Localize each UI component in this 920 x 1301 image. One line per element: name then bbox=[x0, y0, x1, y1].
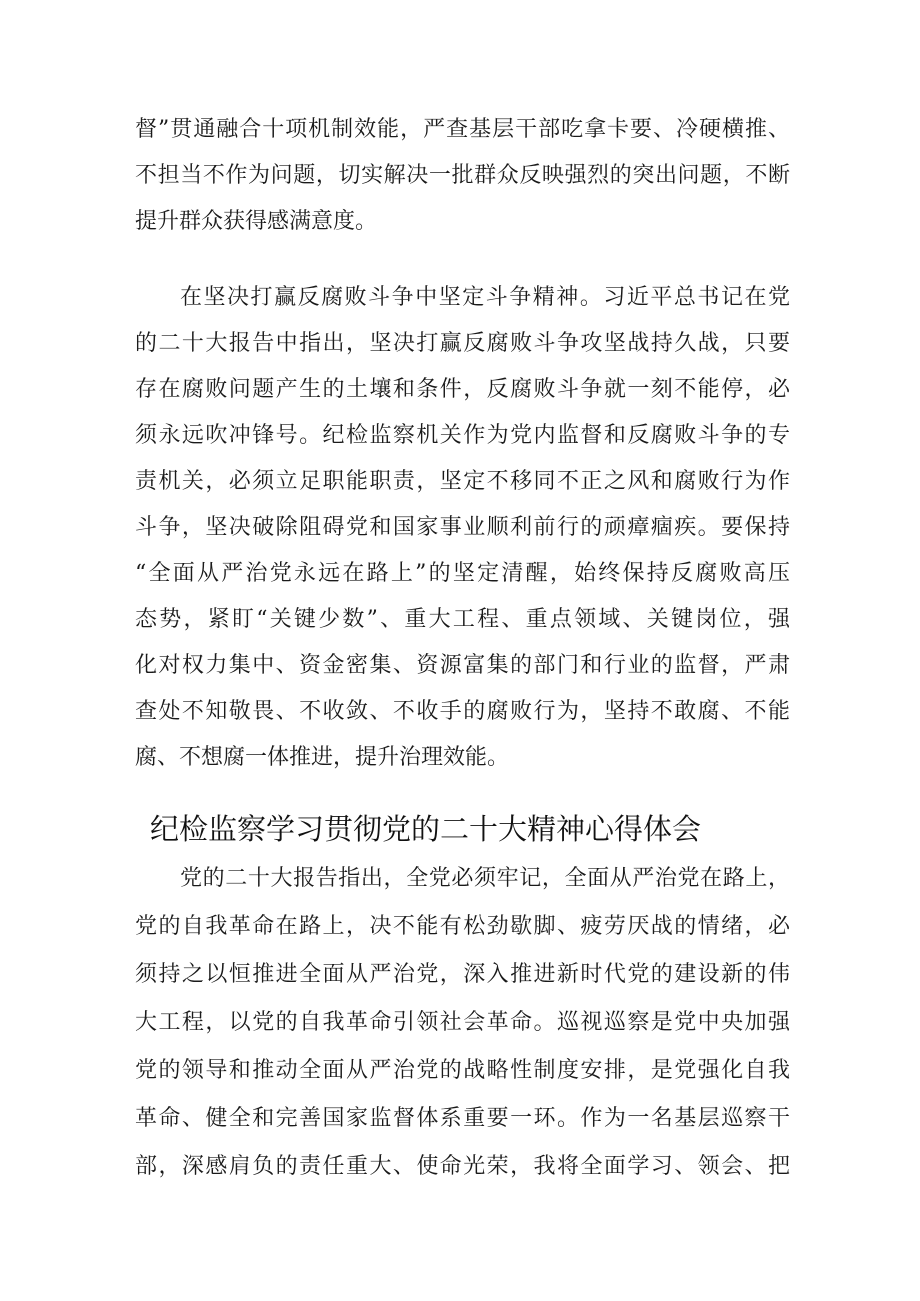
text-line: 大工程，以党的自我革命引领社会革命。巡视巡察是党中央加强 bbox=[135, 1010, 790, 1035]
section-heading: 纪检监察学习贯彻党的二十大精神心得体会 bbox=[150, 812, 702, 846]
text-line: “全面从严治党永远在路上”的坚定清醒，始终保持反腐败高压 bbox=[135, 561, 790, 586]
text-line: 责机关，必须立足职能职责，坚定不移同不正之风和腐败行为作 bbox=[135, 469, 790, 494]
text-line: 腐、不想腐一体推进，提升治理效能。 bbox=[135, 745, 510, 770]
text-line: 须永远吹冲锋号。纪检监察机关作为党内监督和反腐败斗争的专 bbox=[135, 423, 790, 448]
text-line: 党的二十大报告指出，全党必须牢记，全面从严治党在路上， bbox=[180, 866, 790, 891]
text-line: 的二十大报告中指出，坚决打赢反腐败斗争攻坚战持久战，只要 bbox=[135, 331, 790, 356]
text-line: 督”贯通融合十项机制效能，严查基层干部吃拿卡要、冷硬横推、 bbox=[135, 117, 790, 142]
text-line: 在坚决打赢反腐败斗争中坚定斗争精神。习近平总书记在党 bbox=[180, 285, 790, 310]
text-line: 提升群众获得感满意度。 bbox=[135, 209, 378, 234]
text-line: 斗争，坚决破除阻碍党和国家事业顺利前行的顽瘴痼疾。要保持 bbox=[135, 515, 790, 540]
text-line: 不担当不作为问题，切实解决一批群众反映强烈的突出问题，不断 bbox=[135, 163, 790, 188]
text-line: 化对权力集中、资金密集、资源富集的部门和行业的监督，严肃 bbox=[135, 653, 790, 678]
text-line: 部，深感肩负的责任重大、使命光荣，我将全面学习、领会、把 bbox=[135, 1154, 790, 1179]
text-line: 党的领导和推动全面从严治党的战略性制度安排，是党强化自我 bbox=[135, 1058, 790, 1083]
text-line: 态势，紧盯“关键少数”、重大工程、重点领域、关键岗位，强 bbox=[135, 607, 790, 632]
text-line: 存在腐败问题产生的土壤和条件，反腐败斗争就一刻不能停，必 bbox=[135, 377, 790, 402]
text-line: 党的自我革命在路上，决不能有松劲歇脚、疲劳厌战的情绪，必 bbox=[135, 914, 790, 939]
text-line: 革命、健全和完善国家监督体系重要一环。作为一名基层巡察干 bbox=[135, 1106, 790, 1131]
text-line: 须持之以恒推进全面从严治党，深入推进新时代党的建设新的伟 bbox=[135, 962, 790, 987]
text-line: 查处不知敬畏、不收敛、不收手的腐败行为，坚持不敢腐、不能 bbox=[135, 699, 790, 724]
